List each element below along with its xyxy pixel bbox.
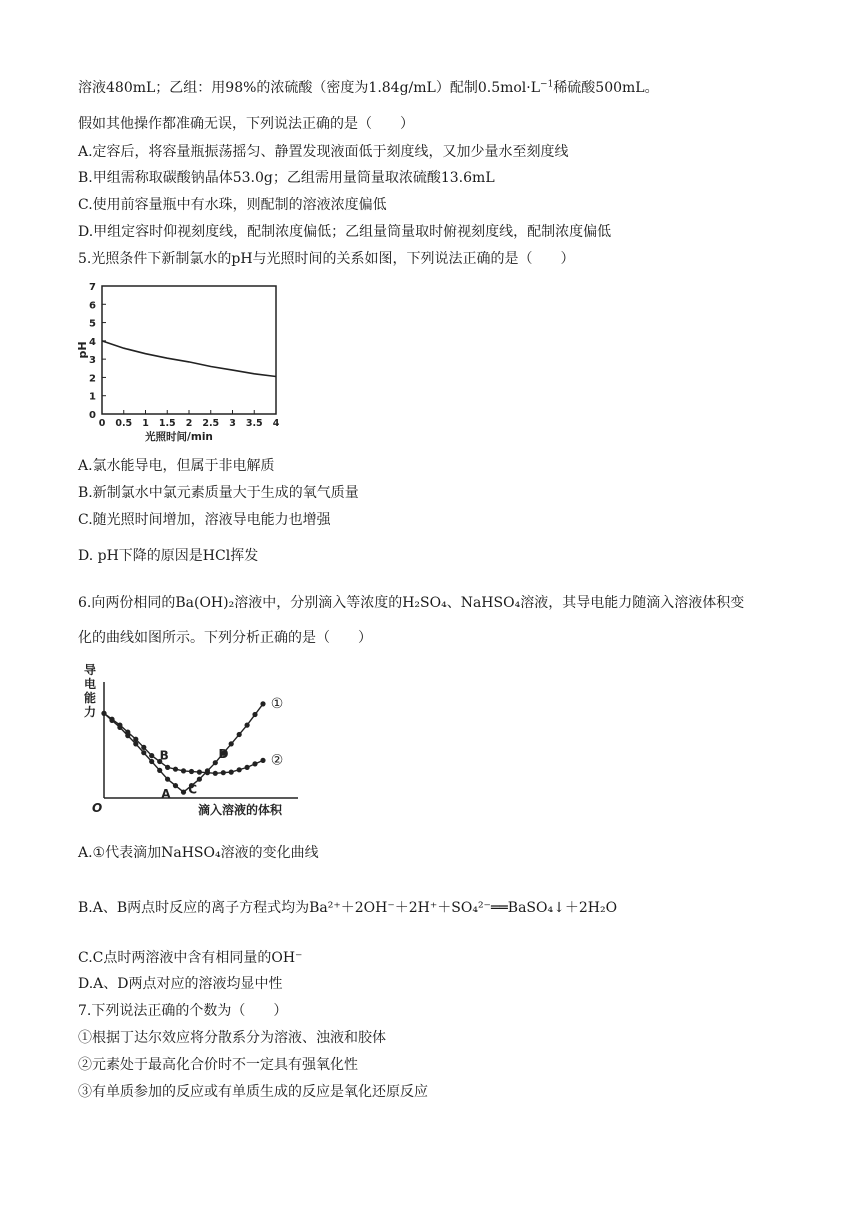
cond-y-axis-label: 电 bbox=[84, 677, 97, 691]
q4-stem: 假如其他操作都准确无误，下列说法正确的是（ ） bbox=[78, 116, 414, 132]
ph-x-tick-label: 1.5 bbox=[158, 418, 176, 429]
q4-continuation: 溶液480mL；乙组：用98%的浓硫酸（密度为1.84g/mL）配制$0.5mol\cdot L^{-1}$稀硫酸500mL。 bbox=[78, 79, 659, 96]
q4-option-d: D.甲组定容时仰视刻度线，配制浓度偏低；乙组量筒量取时俯视刻度线，配制浓度偏低 bbox=[78, 224, 612, 240]
q6-option-b: B.A、B两点时反应的离子方程式均为Ba²⁺＋2OH⁻＋2H⁺＋SO₄²⁻══BaSO₄↓＋2H₂O bbox=[78, 900, 618, 916]
cond-series-point-1 bbox=[165, 777, 170, 782]
cond-series-point-2 bbox=[149, 753, 154, 758]
ph-chart bbox=[78, 278, 288, 443]
cond-point-label-a: A bbox=[161, 787, 171, 802]
cond-series-point-1 bbox=[173, 783, 178, 788]
cond-series-point-1 bbox=[237, 732, 242, 737]
q7-item-3: ③有单质参加的反应或有单质生成的反应是氧化还原反应 bbox=[78, 1084, 428, 1100]
cond-series-point-1 bbox=[229, 741, 234, 746]
cond-series-point-2 bbox=[173, 767, 178, 772]
q6-stem-line2: 化的曲线如图所示。下列分析正确的是（ ） bbox=[78, 630, 372, 646]
ph-y-tick-label: 5 bbox=[89, 318, 96, 330]
conductivity-chart-svg bbox=[78, 660, 308, 822]
cond-series-point-2 bbox=[181, 768, 186, 773]
ph-y-tick-label: 2 bbox=[89, 373, 96, 385]
q6-option-d: D.A、D两点对应的溶液均显中性 bbox=[78, 976, 283, 992]
cond-series-point-2 bbox=[213, 771, 218, 776]
q4-option-b: B.甲组需称取碳酸钠晶体53.0g；乙组需用量筒量取浓硫酸13.6mL bbox=[78, 170, 495, 186]
cond-series-point-1 bbox=[181, 790, 186, 795]
cond-point-label-b: B bbox=[159, 748, 169, 763]
cond-series-point-2 bbox=[252, 761, 257, 766]
cond-x-axis-label: 滴入溶液的体积 bbox=[198, 803, 283, 817]
ph-x-axis-label: 光照时间/min bbox=[145, 431, 213, 443]
cond-series-point-2 bbox=[237, 767, 242, 772]
q5-option-b: B.新制氯水中氯元素质量大于生成的氧气质量 bbox=[78, 485, 359, 501]
q6-option-a: A.①代表滴加NaHSO₄溶液的变化曲线 bbox=[78, 845, 319, 861]
cond-series-point-2 bbox=[189, 769, 194, 774]
cond-y-axis-label: 导 bbox=[84, 663, 97, 677]
ph-y-tick-label: 4 bbox=[89, 336, 96, 348]
ph-x-tick-label: 0 bbox=[98, 418, 106, 429]
cond-series-point-2 bbox=[197, 770, 202, 775]
cond-series-point-1 bbox=[197, 777, 202, 782]
cond-series-point-2 bbox=[117, 723, 122, 728]
cond-y-axis-label: 力 bbox=[84, 705, 97, 719]
ph-x-tick-label: 3 bbox=[229, 418, 236, 429]
q4-option-a: A.定容后，将容量瓶振荡摇匀、静置发现液面低于刻度线，又加少量水至刻度线 bbox=[78, 144, 569, 160]
cond-series-point-1 bbox=[141, 750, 146, 755]
q7-stem: 7.下列说法正确的个数为（ ） bbox=[78, 1003, 288, 1019]
q5-option-a: A.氯水能导电，但属于非电解质 bbox=[78, 458, 275, 474]
cond-series-point-1 bbox=[149, 759, 154, 764]
conductivity-chart bbox=[78, 660, 308, 822]
q6-option-c: C.C点时两溶液中含有相同量的OH⁻ bbox=[78, 950, 303, 966]
cond-series-point-2 bbox=[133, 737, 138, 742]
cond-series-point-2 bbox=[109, 717, 114, 722]
cond-series-point-2 bbox=[221, 770, 226, 775]
ph-y-tick-label: 3 bbox=[89, 355, 96, 367]
q5-option-d: D. pH下降的原因是HCl挥发 bbox=[78, 548, 259, 564]
cond-series-point-2 bbox=[205, 770, 210, 775]
cond-series-point-2 bbox=[229, 770, 234, 775]
cond-series-line-1 bbox=[104, 704, 263, 792]
cond-series-line-2 bbox=[104, 713, 263, 773]
ph-y-tick-label: 7 bbox=[89, 282, 96, 293]
cond-y-axis-label: 能 bbox=[84, 691, 97, 705]
cond-series-point-2 bbox=[165, 765, 170, 770]
q7-item-2: ②元素处于最高化合价时不一定具有强氧化性 bbox=[78, 1057, 358, 1073]
q5-stem: 5.光照条件下新制氯水的pH与光照时间的关系如图，下列说法正确的是（ ） bbox=[78, 251, 575, 267]
q6-stem-line1: 6.向两份相同的Ba(OH)₂溶液中，分别滴入等浓度的H₂SO₄、NaHSO₄溶液，其导电能力随滴入溶液体积变 bbox=[78, 595, 745, 611]
ph-curve bbox=[102, 341, 276, 377]
ph-x-tick-label: 4 bbox=[272, 418, 280, 429]
cond-series-point-1 bbox=[260, 701, 265, 706]
cond-point-label-d: D bbox=[218, 747, 229, 761]
cond-series-point-1 bbox=[252, 712, 257, 717]
cond-series-point-1 bbox=[245, 723, 250, 728]
ph-x-tick-label: 2 bbox=[185, 418, 193, 429]
ph-y-tick-label: 1 bbox=[89, 391, 96, 403]
ph-y-tick-label: 6 bbox=[89, 300, 96, 312]
cond-series-point-2 bbox=[260, 758, 265, 763]
ph-x-tick-label: 1 bbox=[142, 418, 149, 429]
cond-series-point-2 bbox=[125, 730, 130, 735]
cond-series-point-1 bbox=[213, 760, 218, 765]
ph-x-tick-label: 3.5 bbox=[245, 418, 263, 429]
ph-x-tick-label: 0.5 bbox=[115, 418, 133, 429]
q4-option-c: C.使用前容量瓶中有水珠，则配制的溶液浓度偏低 bbox=[78, 197, 387, 213]
cond-point-label-c: C bbox=[188, 782, 198, 797]
cond-series-label-2: ② bbox=[270, 752, 284, 769]
ph-y-tick-label: 0 bbox=[89, 410, 96, 421]
ph-chart-svg bbox=[78, 278, 288, 443]
cond-series-point-2 bbox=[141, 745, 146, 750]
cond-series-point-2 bbox=[101, 711, 106, 716]
ph-y-axis-label: pH bbox=[76, 341, 89, 359]
cond-series-point-1 bbox=[157, 768, 162, 773]
cond-series-point-2 bbox=[245, 765, 250, 770]
cond-origin-label: O bbox=[92, 801, 103, 815]
q5-option-c: C.随光照时间增加，溶液导电能力也增强 bbox=[78, 512, 331, 528]
ph-x-tick-label: 2.5 bbox=[202, 418, 220, 429]
cond-series-label-1: ① bbox=[270, 695, 284, 712]
q7-item-1: ①根据丁达尔效应将分散系分为溶液、浊液和胶体 bbox=[78, 1030, 386, 1046]
